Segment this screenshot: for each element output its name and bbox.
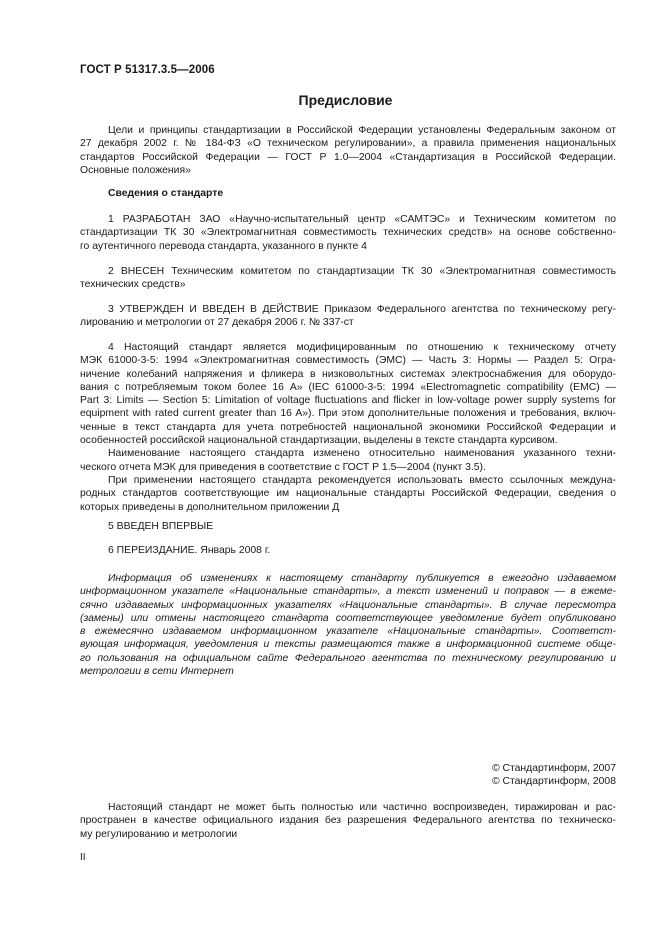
- intro-line: стандартов Российской Федерации — ГОСТ Р 1.0—2004 «Стандартизация в Российской Федерации.: [80, 151, 616, 163]
- item-4: [80, 341, 616, 514]
- notice-line: пространен в качестве официального издания без разрешения Федерального агентства по техническо-: [80, 815, 616, 827]
- item-line: 2 ВНЕСЕН Техническим комитетом по стандартизации ТК 30 «Электромагнитная совместимость: [108, 266, 616, 277]
- copyright-line: © Стандартинформ, 2008: [491, 776, 616, 788]
- item-line: особенностей российской национальной стандартизации, выделены в тексте стандарта курсивом.: [80, 435, 558, 447]
- item-line: 1 РАЗРАБОТАН ЗАО «Научно-испытательный центр «САМТЭС» и Техническим комитетом по: [108, 214, 616, 225]
- item-line: ничение колебаний напряжения и фликера в низковольтных системах электроснабжения для оборудо-: [80, 368, 616, 380]
- item-line: вания с потребляемым током более 16 А» (IEC 61000-3-5: 1994 «Electromagnetic compatibility (EMC) —: [80, 381, 616, 393]
- intro-line: Цели и принципы стандартизации в Российской Федерации установлены Федеральным законом от: [108, 125, 616, 136]
- item-line: лированию и метрологии от 27 декабря 2006 г. № 337-ст: [80, 317, 354, 329]
- section-heading: Сведения о стандарте: [108, 188, 224, 199]
- item-line: го аутентичного перевода стандарта, указанного в пункте 4: [80, 240, 367, 252]
- item-line: МЭК 61000-3-5: 1994 «Электромагнитная совместимость (ЭМС) — Часть 3: Нормы — Раздел 5: Огра-: [80, 355, 616, 367]
- item-line: При применении настоящего стандарта рекомендуется использовать вместо ссылочных междуна-: [108, 474, 616, 486]
- intro-line: Основные положения»: [80, 164, 191, 176]
- info-paragraph: [80, 572, 616, 678]
- item-line: которых приведены в дополнительном приложении Д: [80, 501, 340, 513]
- notice-line: Настоящий стандарт не может быть полностью или частично воспроизведен, тиражирован и рас-: [108, 802, 616, 813]
- info-line: сячно издаваемых информационных указателях «Национальные стандарты». В случае пересмотра: [80, 599, 616, 611]
- copyright-block: [400, 762, 616, 789]
- info-line: в ежемесячно издаваемом информационном указателе «Национальные стандарты». Соответст-: [80, 626, 616, 638]
- item-line: Наименование настоящего стандарта изменено относительно наименования указанного техни-: [108, 448, 616, 460]
- reproduction-notice: [80, 801, 616, 841]
- item-5: 5 ВВЕДЕН ВПЕРВЫЕ: [108, 521, 214, 532]
- intro-line: 27 декабря 2002 г. № 184-ФЗ «О техническом регулировании», а правила применения национальных: [80, 138, 616, 150]
- info-line: Информация об изменениях к настоящему стандарту публикуется в ежегодно издаваемом: [108, 573, 616, 584]
- info-line: (замены) или отмены настоящего стандарта соответствующее уведомление будет опубликовано: [80, 612, 616, 624]
- info-line: информационном указателе «Национальные стандарты», а текст изменений и поправок — в ежеме-: [80, 586, 616, 598]
- notice-line: му регулированию и метрологии: [80, 828, 238, 840]
- info-line: го пользования на официальном сайте Федерального агентства по техническому регулированию и: [80, 652, 616, 664]
- item-line: 3 УТВЕРЖДЕН И ВВЕДЕН В ДЕЙСТВИЕ Приказом Федерального агентства по техническому регу-: [108, 304, 616, 315]
- info-line: метрологии в сети Интернет: [80, 666, 234, 678]
- item-line: родных стандартов соответствующие им национальные стандарты Российской Федерации, сведения о: [80, 488, 616, 500]
- page-number: II: [80, 852, 86, 863]
- item-line: 4 Настоящий стандарт является модифицированным по отношению к техническому отчету: [108, 342, 616, 353]
- document-id: ГОСТ Р 51317.3.5—2006: [80, 64, 215, 76]
- item-2: [80, 265, 616, 292]
- item-1: [80, 213, 616, 253]
- info-line: вующая информация, уведомления и тексты размещаются также в информационной системе обще-: [80, 639, 616, 651]
- item-line: equipment with rated current greater than 16 A»). При этом дополнительные положения и требования, включ-: [80, 408, 616, 420]
- item-6: 6 ПЕРЕИЗДАНИЕ. Январь 2008 г.: [108, 545, 271, 556]
- item-3: [80, 303, 616, 330]
- item-line: ческого отчета МЭК для приведения в соответствие с ГОСТ Р 1.5—2004 (пункт 3.5).: [80, 461, 486, 473]
- item-line: Part 3: Limits — Section 5: Limitation of voltage fluctuations and flicker in low-voltage power supply systems for: [80, 395, 616, 407]
- copyright-line: © Стандартинформ, 2007: [491, 763, 616, 774]
- item-line: стандартизации ТК 30 «Электромагнитная совместимость технических средств» на основе собственно-: [80, 227, 616, 239]
- item-line: ченные в текст стандарта для учета потребностей национальной экономики Российской Федерации и: [80, 421, 616, 433]
- intro-paragraph: [80, 124, 616, 177]
- page-title: Предисловие: [298, 92, 393, 108]
- item-line: технических средств»: [80, 279, 186, 291]
